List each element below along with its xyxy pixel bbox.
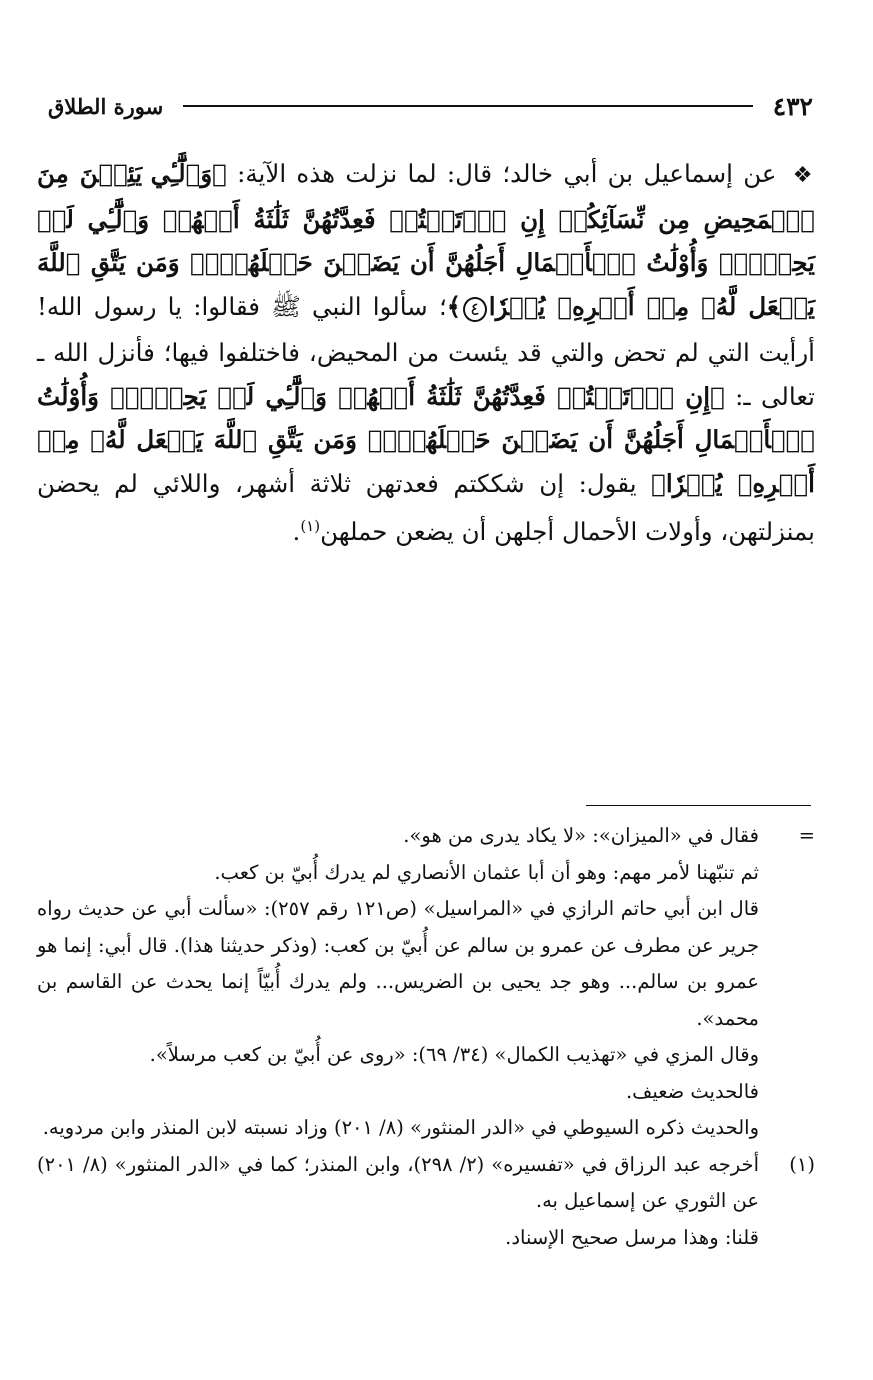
main-text <box>37 152 815 554</box>
footnote-line: فقال في «الميزان»: «لا يكاد يدرى من هو». <box>403 824 759 847</box>
page-number: ٤٣٢ <box>772 91 813 121</box>
narration-intro: عن إسماعيل بن أبي خالد؛ قال: لما نزلت هذه الآية: <box>237 159 777 188</box>
footnote-line: قلنا: وهذا مرسل صحيح الإسناد. <box>505 1225 759 1249</box>
quran-verse-1: ﴿وَٱلَّٰٓـِٔي يَئِسۡنَ مِنَ ٱلۡمَحِيضِ مِن نِّسَآئِكُمۡ إِنِ ٱرۡتَبۡتُمۡ فَعِدَّتُهُنَّ ثَلَٰثَةُ أَشۡهُرٖ وَٱلَّٰٓـِٔي لَمۡ يَحِضۡنَۚ وَأُوْلَٰتُ ٱلۡأَحۡمَالِ أَجَلُهُنَّ أَن يَضَعۡنَ حَمۡلَهُنَّۚ وَمَن يَتَّقِ ٱللَّهَ يَجۡعَل لَّهُۥ مِنۡ أَمۡرِهِۦ يُسۡرٗا <box>37 159 815 321</box>
footnote-line: قال ابن أبي حاتم الرازي في «المراسيل» (ص١٢١ رقم ٢٥٧): «سألت أبي عن حديث رواه جرير عن مطرف عن عمرو بن سالم عن أُبيّ بن كعب: (وذكر حديثنا هذا). قال أبي: إنما هو عمرو بن سالم... وهو جد يحيى بن الضريس... ولم يدرك أُبيّاً إنما يحدث عن القاسم بن محمد». <box>37 897 759 1030</box>
page-header <box>48 86 813 126</box>
ayah-number-marker: ٤ <box>463 297 487 322</box>
footnote-line: فالحديث ضعيف. <box>625 1079 759 1103</box>
footnote-separator <box>586 805 811 806</box>
footnote-reference: (١) <box>300 517 321 535</box>
footnote-line: ثم تنبّهنا لأمر مهم: وهو أن أبا عثمان الأنصاري لم يدرك أُبيّ بن كعب. <box>214 860 759 884</box>
footnote-1 <box>37 1147 815 1257</box>
quran-verse-1-close: ﴾ <box>446 291 462 321</box>
footnote-1-body <box>37 1147 759 1257</box>
footnote-continuation <box>37 818 815 1147</box>
header-rule <box>183 105 753 107</box>
footnote-line: وقال المزي في «تهذيب الكمال» (٣٤/ ٦٩): «روى عن أُبيّ بن كعب مرسلاً». <box>149 1043 759 1066</box>
continuation-marker: = <box>798 824 815 847</box>
main-paragraph <box>37 152 815 554</box>
final-period: . <box>292 517 301 547</box>
footnotes <box>37 818 815 1256</box>
continuation-body <box>37 818 759 1147</box>
footnote-line: والحديث ذكره السيوطي في «الدر المنثور» (٨/ ٢٠١) وزاد نسبته لابن المنذر وابن مردويه. <box>42 1116 759 1139</box>
footnote-1-marker: (١) <box>789 1152 815 1176</box>
star-ornament-icon: ❖ <box>792 163 815 188</box>
footnote-line: أخرجه عبد الرزاق في «تفسيره» (٢/ ٢٩٨)، وابن المنذر؛ كما في «الدر المنثور» (٨/ ٢٠١) عن الثوري عن إسماعيل به. <box>37 1152 759 1212</box>
narration-middle: ؛ سألوا النبي ﷺ فقالوا: يا رسول الله! أرأيت التي لم تحض والتي قد يئست من المحيض، فاختلفوا فيها؛ فأنزل الله ـ تعالى ـ: <box>37 291 815 411</box>
narration-ending: يقول: إن شككتم فعدتهن ثلاثة أشهر، واللائي لم يحضن بمنزلتهن، وأولات الأحمال أجلهن أن يضعن حملهن <box>37 468 815 547</box>
quran-verse-2: ﴿إِنِ ٱرۡتَبۡتُمۡ فَعِدَّتُهُنَّ ثَلَٰثَةُ أَشۡهُرٖ وَٱلَّٰٓـِٔي لَمۡ يَحِضۡنَۚ وَأُوْلَٰتُ ٱلۡأَحۡمَالِ أَجَلُهُنَّ أَن يَضَعۡنَ حَمۡلَهُنَّۚ وَمَن يَتَّقِ ٱللَّهَ يَجۡعَل لَّهُۥ مِنۡ أَمۡرِهِۦ يُسۡرٗا﴾ <box>37 381 815 498</box>
surah-title: سورة الطلاق <box>48 93 164 119</box>
